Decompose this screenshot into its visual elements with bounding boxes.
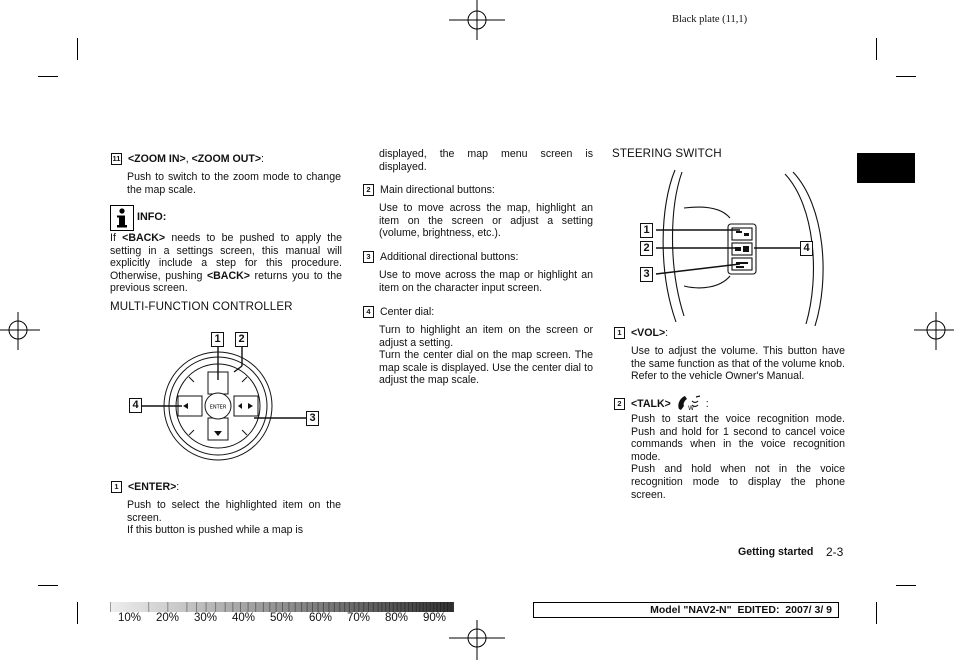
steering-callout-2: 2 (640, 241, 653, 256)
talk-desc: Push to start the voice recognition mode. Push and hold for 1 second to cancel voice commands when in the voice recognition mode. Push and hold when not in the voice recognition mode to display the phone screen. (631, 413, 845, 501)
halftone-stripe (196, 602, 197, 612)
steering-callout-4: 4 (800, 241, 813, 256)
halftone-stripe (389, 602, 390, 612)
talk-label: <TALK> (631, 398, 671, 410)
halftone-stripe (323, 602, 324, 612)
halftone-stripe (440, 602, 441, 612)
halftone-stripe (282, 602, 283, 612)
page-number: 2-3 (826, 545, 844, 559)
halftone-stripe (295, 602, 296, 612)
enter-dial-label: ENTER (209, 404, 227, 411)
scale-label-60: 60% (309, 612, 333, 624)
info-text: If <BACK> needs to be pushed to apply the setting in a settings screen, this manual will explicitly include a step for this procedure. Otherwise, pushing <BACK> returns you to the previous screen. (110, 232, 342, 295)
main-directional-desc: Use to move across the map, highlight an item on the screen or adjust a setting (volume, brightness, etc.). (379, 202, 593, 240)
svg-text:W: W (687, 405, 694, 411)
scale-label-50: 50% (270, 612, 294, 624)
halftone-stripe (408, 602, 409, 612)
mfc-callout-4: 4 (129, 398, 142, 413)
halftone-stripe (248, 602, 249, 612)
steering-callout-3: 3 (640, 267, 653, 282)
halftone-stripe (358, 602, 359, 612)
model-label: Model "NAV2-N" EDITED: 2007/ 3/ 9 (650, 604, 832, 616)
zoom-out-label: <ZOOM OUT> (191, 153, 262, 165)
steering-callout-1: 1 (640, 223, 653, 238)
halftone-stripe (447, 602, 448, 612)
halftone-stripe (378, 602, 379, 612)
halftone-stripe (354, 602, 355, 612)
info-icon (110, 205, 134, 231)
scale-label-10: 10% (118, 612, 142, 624)
halftone-stripe (444, 602, 445, 612)
halftone-stripe (255, 602, 256, 612)
multi-function-controller-diagram (120, 330, 330, 485)
enter-label: <ENTER> (128, 481, 177, 493)
halftone-stripe (397, 602, 398, 612)
item-number: 11 (112, 154, 121, 163)
halftone-stripe (416, 602, 417, 612)
halftone-scale-bar (110, 602, 454, 612)
halftone-stripe (232, 602, 233, 612)
halftone-stripe (206, 602, 207, 612)
scale-label-40: 40% (232, 612, 256, 624)
enter-desc-continued: displayed, the map menu screen is displayed. (379, 148, 593, 173)
halftone-stripe (385, 602, 386, 612)
item-vol: 1 <VOL>: (614, 327, 846, 340)
halftone-stripe (167, 602, 168, 612)
talk-phone-voice-icon (676, 395, 706, 411)
halftone-stripe (423, 602, 424, 612)
mfc-heading: MULTI-FUNCTION CONTROLLER (110, 300, 293, 313)
item-main-directional: 2 Main directional buttons: (363, 184, 595, 197)
halftone-stripe (215, 602, 216, 612)
mfc-callout-2: 2 (235, 332, 248, 347)
item-zoom: 11 <ZOOM IN>, <ZOOM OUT>: (112, 153, 264, 165)
center-dial-desc: Turn to highlight an item on the screen or adjust a setting. Turn the center dial on the map screen. The map scale is displayed. Use the center dial to adjust the map scale. (379, 324, 593, 387)
halftone-stripe (240, 602, 241, 612)
vol-desc: Use to adjust the volume. This button have the same function as that of the volume knob. Refer to the vehicle Owner's Manual. (631, 345, 845, 383)
item-additional-directional: 3 Additional directional buttons: (363, 251, 595, 264)
steering-switch-heading: STEERING SWITCH (612, 147, 722, 160)
additional-directional-desc: Use to move across the map or highlight an item on the character input screen. (379, 269, 593, 294)
halftone-stripe (381, 602, 382, 612)
item-talk: 2 <TALK> W : (614, 395, 846, 411)
halftone-stripe (426, 602, 427, 612)
scale-label-80: 80% (385, 612, 409, 624)
vol-label: <VOL> (631, 327, 666, 339)
halftone-stripe (404, 602, 405, 612)
halftone-stripe (110, 602, 111, 612)
halftone-stripe (339, 602, 340, 612)
halftone-stripe (334, 602, 335, 612)
halftone-stripe (186, 602, 187, 612)
halftone-stripe (328, 602, 329, 612)
model-box (533, 602, 839, 618)
halftone-stripe (433, 602, 434, 612)
halftone-stripe (393, 602, 394, 612)
halftone-stripe (373, 602, 374, 612)
halftone-stripe (307, 602, 308, 612)
halftone-stripe (412, 602, 413, 612)
scale-label-20: 20% (156, 612, 180, 624)
halftone-stripe (301, 602, 302, 612)
halftone-stripe (368, 602, 369, 612)
halftone-stripe (318, 602, 319, 612)
halftone-stripe (437, 602, 438, 612)
item-center-dial: 4 Center dial: (363, 306, 595, 319)
halftone-stripe (312, 602, 313, 612)
footer-section: Getting started (738, 546, 814, 558)
halftone-stripe (344, 602, 345, 612)
halftone-stripe (401, 602, 402, 612)
scale-label-90: 90% (423, 612, 447, 624)
mfc-callout-1: 1 (211, 332, 224, 347)
plate-label: Black plate (11,1) (672, 14, 748, 25)
halftone-stripe (288, 602, 289, 612)
zoom-desc: Push to switch to the zoom mode to change the map scale. (127, 171, 341, 196)
halftone-stripe (363, 602, 364, 612)
halftone-stripe (276, 602, 277, 612)
enter-desc: Push to select the highlighted item on the screen. If this button is pushed while a map is (127, 499, 341, 537)
halftone-stripe (419, 602, 420, 612)
halftone-stripe (263, 602, 264, 612)
info-title: INFO: (137, 211, 167, 223)
scale-label-70: 70% (347, 612, 371, 624)
halftone-stripe (148, 602, 149, 612)
mfc-callout-3: 3 (306, 411, 319, 426)
halftone-stripe (225, 602, 226, 612)
halftone-stripe (349, 602, 350, 612)
zoom-in-label: <ZOOM IN> (128, 153, 186, 165)
halftone-stripe (269, 602, 270, 612)
section-tab (857, 153, 915, 183)
halftone-stripe (451, 602, 452, 612)
halftone-stripe (430, 602, 431, 612)
item-enter: 1 <ENTER>: (111, 481, 343, 494)
scale-label-30: 30% (194, 612, 218, 624)
